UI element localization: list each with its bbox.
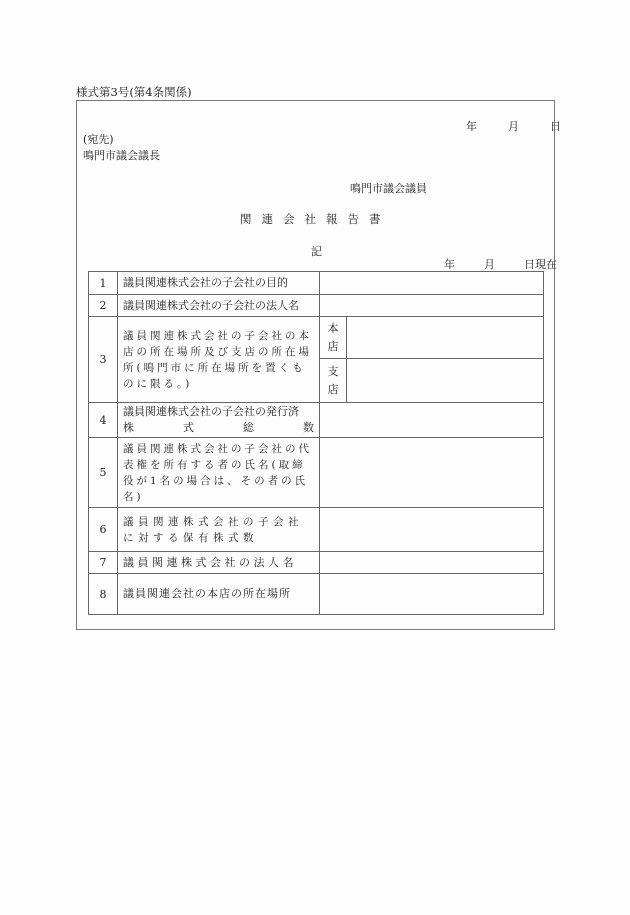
branch-label bbox=[320, 359, 347, 403]
addressee-prefix: (宛先) bbox=[83, 133, 114, 146]
table-row bbox=[89, 317, 544, 359]
document-title: 関連会社報告書 bbox=[240, 212, 391, 226]
date-month: 月 bbox=[508, 120, 519, 133]
head-office-label bbox=[320, 317, 347, 359]
asof-year: 年 bbox=[444, 258, 455, 271]
ki-heading: 記 bbox=[311, 245, 322, 258]
report-date bbox=[466, 118, 561, 134]
asof-day: 日現在 bbox=[524, 258, 557, 271]
addressee bbox=[83, 132, 160, 164]
table-row bbox=[89, 295, 544, 317]
row-label-line: 議員関連株式会社の子会社の発行済 bbox=[123, 405, 299, 418]
row-label: 議員関連株式会社の子会社の代表権を所有する者の氏名(取締役が1名の場合は、その者の氏名) bbox=[118, 438, 320, 508]
row-number: 4 bbox=[89, 403, 118, 438]
value-cell-branch[interactable] bbox=[347, 359, 544, 403]
table-row bbox=[89, 508, 544, 552]
table-row bbox=[89, 272, 544, 295]
table-row bbox=[89, 574, 544, 615]
table-row bbox=[89, 403, 544, 438]
value-cell-purpose[interactable] bbox=[320, 272, 544, 295]
value-cell-total-shares[interactable] bbox=[320, 403, 544, 438]
value-cell-parent-name[interactable] bbox=[320, 552, 544, 574]
table-row bbox=[89, 438, 544, 508]
date-year: 年 bbox=[466, 120, 477, 133]
row-number: 8 bbox=[89, 574, 118, 615]
row-label: 議員関連株式会社の子会社の目的 bbox=[118, 272, 320, 295]
sender: 鳴門市議会議員 bbox=[350, 182, 427, 195]
sub-label-char: 店 bbox=[327, 339, 339, 353]
row-number: 2 bbox=[89, 295, 118, 317]
addressee-name: 鳴門市議会議長 bbox=[83, 149, 160, 162]
row-label-line: 株式総数 bbox=[123, 421, 314, 434]
form-number: 様式第3号(第4条関係) bbox=[76, 85, 192, 99]
row-label: 議員関連株式会社の子会社に対する保有株式数 bbox=[118, 508, 320, 552]
sub-label-char: 支 bbox=[327, 364, 339, 378]
row-number: 6 bbox=[89, 508, 118, 552]
row-label bbox=[118, 403, 320, 438]
value-cell-corporate-name[interactable] bbox=[320, 295, 544, 317]
sub-label-char: 店 bbox=[327, 382, 339, 396]
report-table bbox=[88, 271, 544, 615]
table-row bbox=[89, 552, 544, 574]
sub-label-char: 本 bbox=[327, 321, 339, 335]
value-cell-head-office-location[interactable] bbox=[320, 574, 544, 615]
row-number: 3 bbox=[89, 317, 118, 403]
value-cell-representative[interactable] bbox=[320, 438, 544, 508]
row-label: 議員関連株式会社の子会社の本店の所在場所及び支店の所在場所(鳴門市に所在場所を置くものに限る。) bbox=[118, 317, 320, 403]
row-number: 7 bbox=[89, 552, 118, 574]
row-label: 議員関連株式会社の子会社の法人名 bbox=[118, 295, 320, 317]
date-day: 日 bbox=[550, 120, 561, 133]
as-of-date bbox=[444, 256, 557, 272]
row-label: 議員関連会社の本店の所在場所 bbox=[118, 574, 320, 615]
row-number: 5 bbox=[89, 438, 118, 508]
asof-month: 月 bbox=[484, 258, 495, 271]
row-label: 議員関連株式会社の法人名 bbox=[118, 552, 320, 574]
value-cell-head-office[interactable] bbox=[347, 317, 544, 359]
value-cell-shares-held[interactable] bbox=[320, 508, 544, 552]
row-number: 1 bbox=[89, 272, 118, 295]
